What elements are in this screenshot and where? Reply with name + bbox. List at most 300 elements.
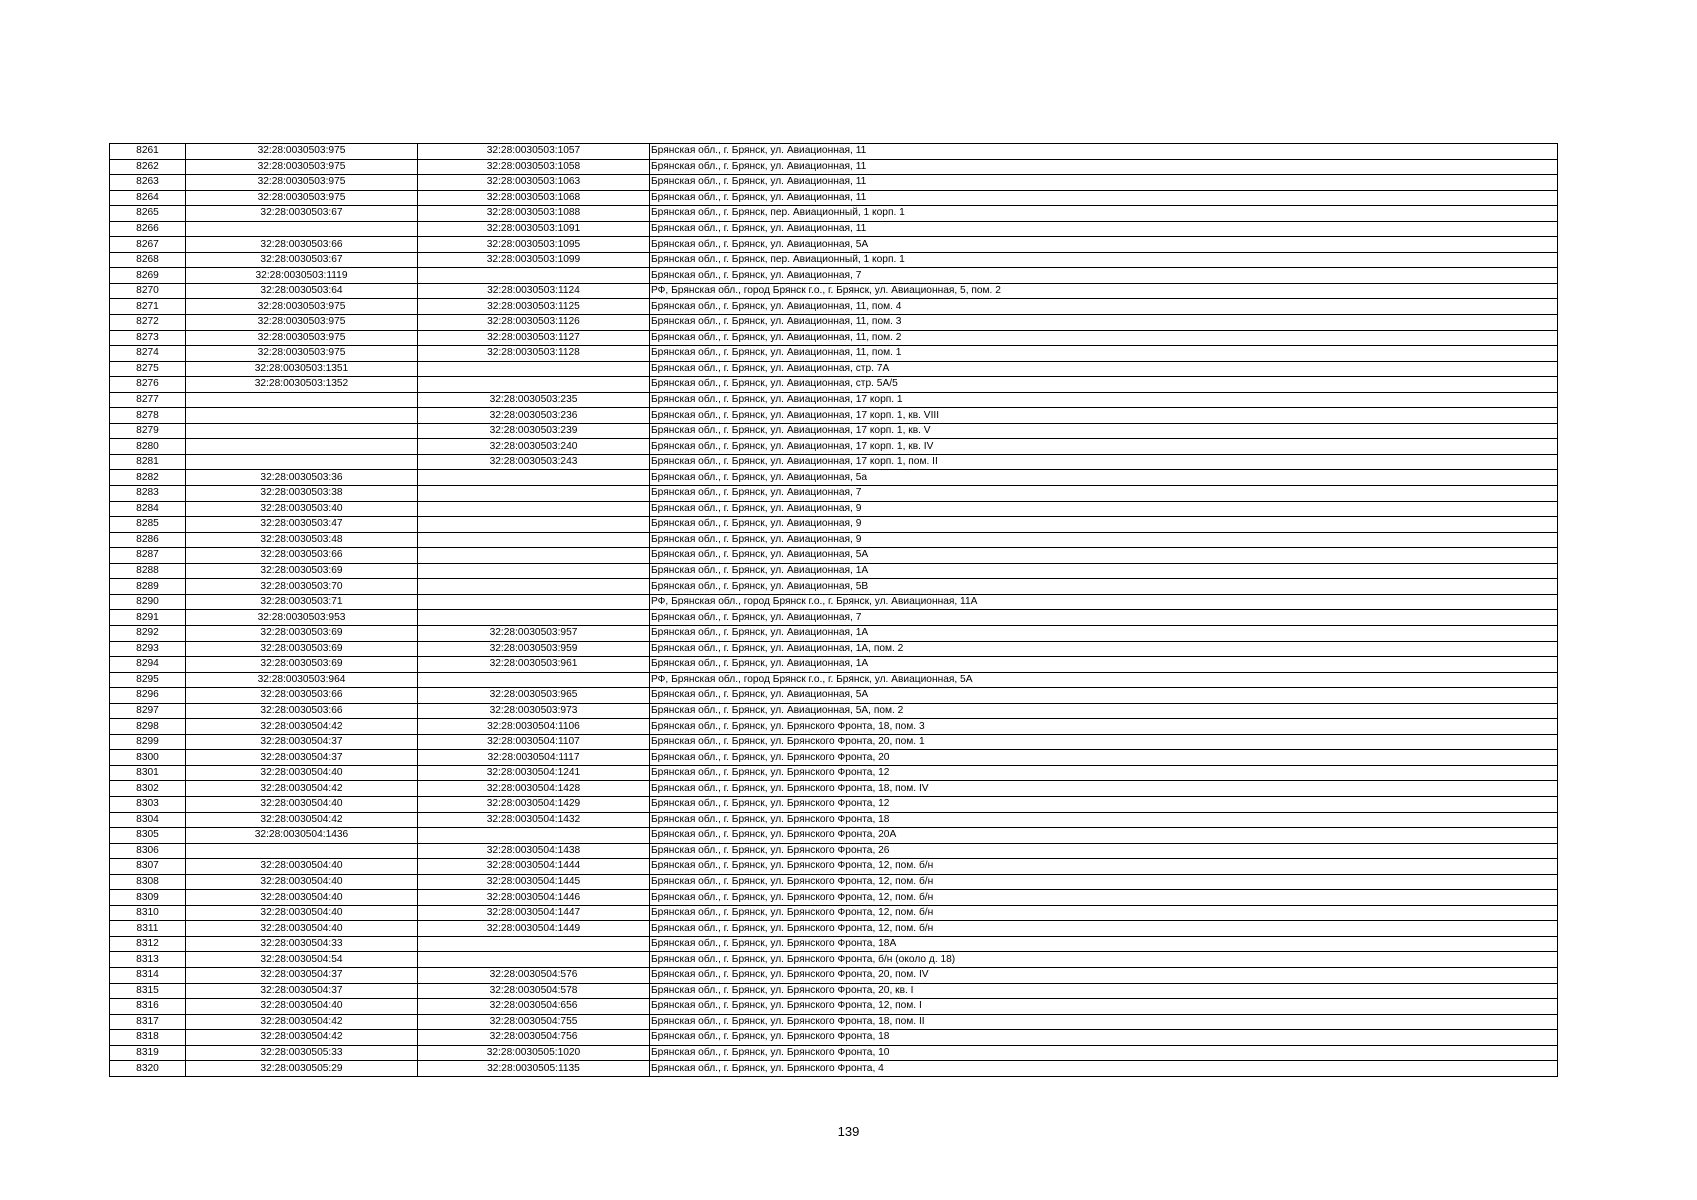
object-number-cell: 32:28:0030503:1091 — [418, 221, 650, 237]
object-number-cell — [418, 828, 650, 844]
table-row — [110, 190, 1558, 206]
table-row — [110, 252, 1558, 268]
parcel-number-cell: 32:28:0030503:67 — [186, 252, 418, 268]
address-cell: Брянская обл., г. Брянск, ул. Авиационная, стр. 7А — [650, 361, 1558, 377]
address-cell: Брянская обл., г. Брянск, ул. Авиационная, 7 — [650, 610, 1558, 626]
row-number-cell: 8283 — [110, 486, 186, 502]
parcel-number-cell: 32:28:0030503:1351 — [186, 361, 418, 377]
object-number-cell: 32:28:0030504:1241 — [418, 765, 650, 781]
table-row — [110, 579, 1558, 595]
table-row — [110, 936, 1558, 952]
row-number-cell: 8294 — [110, 657, 186, 673]
parcel-number-cell: 32:28:0030503:69 — [186, 641, 418, 657]
address-cell: РФ, Брянская обл., город Брянск г.о., г. Брянск, ул. Авиационная, 5А — [650, 672, 1558, 688]
object-number-cell: 32:28:0030504:1446 — [418, 890, 650, 906]
object-number-cell: 32:28:0030504:1107 — [418, 734, 650, 750]
row-number-cell: 8295 — [110, 672, 186, 688]
address-cell: Брянская обл., г. Брянск, ул. Брянского Фронта, 18 — [650, 812, 1558, 828]
row-number-cell: 8265 — [110, 206, 186, 222]
object-number-cell: 32:28:0030503:961 — [418, 657, 650, 673]
table-row — [110, 1014, 1558, 1030]
row-number-cell: 8274 — [110, 346, 186, 362]
table-row — [110, 439, 1558, 455]
parcel-number-cell: 32:28:0030503:36 — [186, 470, 418, 486]
object-number-cell: 32:28:0030504:1438 — [418, 843, 650, 859]
object-number-cell: 32:28:0030503:1063 — [418, 175, 650, 191]
address-cell: Брянская обл., г. Брянск, ул. Брянского Фронта, 18, пом. II — [650, 1014, 1558, 1030]
row-number-cell: 8319 — [110, 1045, 186, 1061]
parcel-number-cell: 32:28:0030504:37 — [186, 983, 418, 999]
parcel-number-cell: 32:28:0030503:975 — [186, 144, 418, 160]
row-number-cell: 8305 — [110, 828, 186, 844]
parcel-number-cell: 32:28:0030504:40 — [186, 905, 418, 921]
row-number-cell: 8290 — [110, 594, 186, 610]
address-cell: Брянская обл., г. Брянск, ул. Авиационная, 11, пом. 1 — [650, 346, 1558, 362]
table-body — [110, 144, 1558, 1077]
table-row — [110, 221, 1558, 237]
object-number-cell — [418, 517, 650, 533]
object-number-cell: 32:28:0030504:1429 — [418, 796, 650, 812]
parcel-number-cell: 32:28:0030504:42 — [186, 1014, 418, 1030]
address-cell: Брянская обл., г. Брянск, ул. Брянского Фронта, 12, пом. б/н — [650, 890, 1558, 906]
parcel-number-cell: 32:28:0030503:66 — [186, 237, 418, 253]
table-row — [110, 454, 1558, 470]
object-number-cell: 32:28:0030504:1447 — [418, 905, 650, 921]
address-cell: Брянская обл., г. Брянск, ул. Авиационная, 5В — [650, 579, 1558, 595]
address-cell: Брянская обл., г. Брянск, ул. Авиационная, 11 — [650, 144, 1558, 160]
row-number-cell: 8266 — [110, 221, 186, 237]
address-cell: Брянская обл., г. Брянск, ул. Авиационная, 11 — [650, 175, 1558, 191]
table-row — [110, 812, 1558, 828]
address-cell: Брянская обл., г. Брянск, ул. Авиационная, 7 — [650, 268, 1558, 284]
table-row — [110, 392, 1558, 408]
object-number-cell: 32:28:0030505:1020 — [418, 1045, 650, 1061]
object-number-cell — [418, 501, 650, 517]
row-number-cell: 8291 — [110, 610, 186, 626]
table-row — [110, 905, 1558, 921]
row-number-cell: 8304 — [110, 812, 186, 828]
address-cell: Брянская обл., г. Брянск, ул. Брянского Фронта, 12, пом. б/н — [650, 905, 1558, 921]
row-number-cell: 8306 — [110, 843, 186, 859]
parcel-number-cell: 32:28:0030504:37 — [186, 967, 418, 983]
object-number-cell: 32:28:0030503:1095 — [418, 237, 650, 253]
address-cell: Брянская обл., г. Брянск, ул. Авиационная, 17 корп. 1, кв. IV — [650, 439, 1558, 455]
table-row — [110, 999, 1558, 1015]
row-number-cell: 8302 — [110, 781, 186, 797]
table-row — [110, 1045, 1558, 1061]
object-number-cell — [418, 548, 650, 564]
parcel-number-cell: 32:28:0030503:38 — [186, 486, 418, 502]
parcel-number-cell: 32:28:0030505:33 — [186, 1045, 418, 1061]
table-row — [110, 237, 1558, 253]
table-row — [110, 657, 1558, 673]
table-row — [110, 175, 1558, 191]
object-number-cell — [418, 377, 650, 393]
parcel-number-cell: 32:28:0030504:42 — [186, 812, 418, 828]
address-cell: Брянская обл., г. Брянск, ул. Авиационная, 11, пом. 3 — [650, 315, 1558, 331]
row-number-cell: 8267 — [110, 237, 186, 253]
parcel-number-cell: 32:28:0030503:71 — [186, 594, 418, 610]
table-row — [110, 843, 1558, 859]
row-number-cell: 8264 — [110, 190, 186, 206]
address-cell: РФ, Брянская обл., город Брянск г.о., г. Брянск, ул. Авиационная, 11А — [650, 594, 1558, 610]
row-number-cell: 8299 — [110, 734, 186, 750]
row-number-cell: 8281 — [110, 454, 186, 470]
address-cell: Брянская обл., г. Брянск, ул. Брянского Фронта, 12 — [650, 796, 1558, 812]
object-number-cell — [418, 672, 650, 688]
address-cell: Брянская обл., г. Брянск, ул. Брянского Фронта, 20, пом. 1 — [650, 734, 1558, 750]
table-row — [110, 625, 1558, 641]
address-cell: Брянская обл., г. Брянск, пер. Авиационный, 1 корп. 1 — [650, 206, 1558, 222]
object-number-cell — [418, 563, 650, 579]
address-cell: Брянская обл., г. Брянск, ул. Брянского Фронта, 26 — [650, 843, 1558, 859]
object-number-cell: 32:28:0030504:576 — [418, 967, 650, 983]
address-cell: Брянская обл., г. Брянск, ул. Авиационная, 9 — [650, 501, 1558, 517]
row-number-cell: 8262 — [110, 159, 186, 175]
row-number-cell: 8292 — [110, 625, 186, 641]
address-cell: Брянская обл., г. Брянск, ул. Авиационная, 11 — [650, 190, 1558, 206]
row-number-cell: 8285 — [110, 517, 186, 533]
parcel-number-cell: 32:28:0030503:975 — [186, 299, 418, 315]
address-cell: Брянская обл., г. Брянск, ул. Авиационная, 17 корп. 1 — [650, 392, 1558, 408]
parcel-number-cell: 32:28:0030503:953 — [186, 610, 418, 626]
parcel-number-cell: 32:28:0030504:37 — [186, 750, 418, 766]
parcel-number-cell: 32:28:0030503:975 — [186, 346, 418, 362]
address-cell: Брянская обл., г. Брянск, пер. Авиационный, 1 корп. 1 — [650, 252, 1558, 268]
address-cell: Брянская обл., г. Брянск, ул. Брянского Фронта, 18, пом. 3 — [650, 719, 1558, 735]
address-cell: Брянская обл., г. Брянск, ул. Авиационная, 5а — [650, 470, 1558, 486]
row-number-cell: 8284 — [110, 501, 186, 517]
object-number-cell: 32:28:0030503:1126 — [418, 315, 650, 331]
row-number-cell: 8280 — [110, 439, 186, 455]
address-cell: Брянская обл., г. Брянск, ул. Авиационная, 5А — [650, 237, 1558, 253]
address-cell: Брянская обл., г. Брянск, ул. Авиационная, 1А — [650, 625, 1558, 641]
parcel-number-cell — [186, 843, 418, 859]
address-cell: Брянская обл., г. Брянск, ул. Брянского Фронта, 20, кв. I — [650, 983, 1558, 999]
table-row — [110, 983, 1558, 999]
address-cell: Брянская обл., г. Брянск, ул. Авиационная, 9 — [650, 517, 1558, 533]
address-cell: Брянская обл., г. Брянск, ул. Брянского Фронта, б/н (около д. 18) — [650, 952, 1558, 968]
parcel-number-cell: 32:28:0030503:69 — [186, 625, 418, 641]
parcel-number-cell — [186, 392, 418, 408]
address-cell: Брянская обл., г. Брянск, ул. Брянского Фронта, 12, пом. б/н — [650, 859, 1558, 875]
address-cell: Брянская обл., г. Брянск, ул. Брянского Фронта, 4 — [650, 1061, 1558, 1077]
table-row — [110, 268, 1558, 284]
row-number-cell: 8270 — [110, 283, 186, 299]
parcel-number-cell: 32:28:0030503:40 — [186, 501, 418, 517]
object-number-cell: 32:28:0030504:1117 — [418, 750, 650, 766]
parcel-number-cell: 32:28:0030503:975 — [186, 190, 418, 206]
row-number-cell: 8282 — [110, 470, 186, 486]
table-row — [110, 517, 1558, 533]
table-row — [110, 315, 1558, 331]
parcel-number-cell: 32:28:0030503:66 — [186, 548, 418, 564]
object-number-cell — [418, 952, 650, 968]
parcel-number-cell: 32:28:0030504:1436 — [186, 828, 418, 844]
object-number-cell: 32:28:0030504:1449 — [418, 921, 650, 937]
table-row — [110, 330, 1558, 346]
row-number-cell: 8276 — [110, 377, 186, 393]
object-number-cell: 32:28:0030504:1432 — [418, 812, 650, 828]
row-number-cell: 8313 — [110, 952, 186, 968]
table-row — [110, 563, 1558, 579]
table-row — [110, 641, 1558, 657]
table-row — [110, 594, 1558, 610]
table-row — [110, 532, 1558, 548]
object-number-cell: 32:28:0030503:965 — [418, 688, 650, 704]
parcel-number-cell: 32:28:0030503:47 — [186, 517, 418, 533]
row-number-cell: 8272 — [110, 315, 186, 331]
table-row — [110, 1061, 1558, 1077]
table-row — [110, 1030, 1558, 1046]
parcel-number-cell: 32:28:0030504:42 — [186, 781, 418, 797]
parcel-number-cell: 32:28:0030504:40 — [186, 890, 418, 906]
table-row — [110, 486, 1558, 502]
parcel-number-cell: 32:28:0030504:42 — [186, 1030, 418, 1046]
table-row — [110, 719, 1558, 735]
address-cell: Брянская обл., г. Брянск, ул. Авиационная, 7 — [650, 486, 1558, 502]
table-row — [110, 952, 1558, 968]
table-row — [110, 361, 1558, 377]
object-number-cell: 32:28:0030503:1099 — [418, 252, 650, 268]
object-number-cell: 32:28:0030503:957 — [418, 625, 650, 641]
row-number-cell: 8296 — [110, 688, 186, 704]
table-row — [110, 377, 1558, 393]
row-number-cell: 8307 — [110, 859, 186, 875]
object-number-cell — [418, 486, 650, 502]
table-row — [110, 734, 1558, 750]
parcel-number-cell: 32:28:0030503:975 — [186, 159, 418, 175]
object-number-cell: 32:28:0030503:1127 — [418, 330, 650, 346]
parcel-number-cell — [186, 221, 418, 237]
parcel-number-cell: 32:28:0030503:69 — [186, 657, 418, 673]
row-number-cell: 8286 — [110, 532, 186, 548]
object-number-cell — [418, 594, 650, 610]
row-number-cell: 8275 — [110, 361, 186, 377]
address-cell: РФ, Брянская обл., город Брянск г.о., г. Брянск, ул. Авиационная, 5, пом. 2 — [650, 283, 1558, 299]
address-cell: Брянская обл., г. Брянск, ул. Брянского Фронта, 12, пом. I — [650, 999, 1558, 1015]
address-cell: Брянская обл., г. Брянск, ул. Брянского Фронта, 12 — [650, 765, 1558, 781]
parcel-number-cell: 32:28:0030503:64 — [186, 283, 418, 299]
parcel-number-cell — [186, 423, 418, 439]
row-number-cell: 8309 — [110, 890, 186, 906]
object-number-cell: 32:28:0030503:1088 — [418, 206, 650, 222]
object-number-cell: 32:28:0030503:1124 — [418, 283, 650, 299]
object-number-cell — [418, 936, 650, 952]
table-row — [110, 703, 1558, 719]
address-cell: Брянская обл., г. Брянск, ул. Авиационная, 17 корп. 1, пом. II — [650, 454, 1558, 470]
row-number-cell: 8316 — [110, 999, 186, 1015]
parcel-number-cell: 32:28:0030504:37 — [186, 734, 418, 750]
object-number-cell: 32:28:0030504:578 — [418, 983, 650, 999]
table-row — [110, 796, 1558, 812]
row-number-cell: 8273 — [110, 330, 186, 346]
address-cell: Брянская обл., г. Брянск, ул. Брянского Фронта, 10 — [650, 1045, 1558, 1061]
parcel-number-cell: 32:28:0030504:42 — [186, 719, 418, 735]
object-number-cell: 32:28:0030504:1428 — [418, 781, 650, 797]
table-row — [110, 890, 1558, 906]
table-row — [110, 159, 1558, 175]
parcel-number-cell: 32:28:0030503:975 — [186, 330, 418, 346]
parcel-number-cell: 32:28:0030504:40 — [186, 874, 418, 890]
address-cell: Брянская обл., г. Брянск, ул. Авиационная, стр. 5А/5 — [650, 377, 1558, 393]
table-row — [110, 299, 1558, 315]
parcel-number-cell: 32:28:0030503:1352 — [186, 377, 418, 393]
table-row — [110, 144, 1558, 160]
address-cell: Брянская обл., г. Брянск, ул. Брянского Фронта, 20А — [650, 828, 1558, 844]
row-number-cell: 8263 — [110, 175, 186, 191]
address-cell: Брянская обл., г. Брянск, ул. Авиационная, 17 корп. 1, кв. V — [650, 423, 1558, 439]
table-row — [110, 921, 1558, 937]
address-cell: Брянская обл., г. Брянск, ул. Авиационная, 5А — [650, 548, 1558, 564]
table-row — [110, 501, 1558, 517]
row-number-cell: 8288 — [110, 563, 186, 579]
parcel-number-cell — [186, 439, 418, 455]
parcel-number-cell: 32:28:0030503:975 — [186, 315, 418, 331]
address-cell: Брянская обл., г. Брянск, ул. Авиационная, 5А — [650, 688, 1558, 704]
object-number-cell: 32:28:0030504:1445 — [418, 874, 650, 890]
table-row — [110, 346, 1558, 362]
address-cell: Брянская обл., г. Брянск, ул. Авиационная, 11, пом. 4 — [650, 299, 1558, 315]
table-row — [110, 408, 1558, 424]
address-cell: Брянская обл., г. Брянск, ул. Брянского Фронта, 12, пом. б/н — [650, 921, 1558, 937]
address-cell: Брянская обл., г. Брянск, ул. Авиационная, 11 — [650, 221, 1558, 237]
object-number-cell: 32:28:0030503:243 — [418, 454, 650, 470]
address-cell: Брянская обл., г. Брянск, ул. Авиационная, 17 корп. 1, кв. VIII — [650, 408, 1558, 424]
parcel-number-cell: 32:28:0030503:70 — [186, 579, 418, 595]
row-number-cell: 8320 — [110, 1061, 186, 1077]
table-row — [110, 548, 1558, 564]
row-number-cell: 8298 — [110, 719, 186, 735]
row-number-cell: 8303 — [110, 796, 186, 812]
page-number: 139 — [837, 1124, 860, 1139]
row-number-cell: 8278 — [110, 408, 186, 424]
parcel-number-cell — [186, 408, 418, 424]
object-number-cell: 32:28:0030504:656 — [418, 999, 650, 1015]
object-number-cell: 32:28:0030503:239 — [418, 423, 650, 439]
address-cell: Брянская обл., г. Брянск, ул. Авиационная, 1А — [650, 563, 1558, 579]
address-cell: Брянская обл., г. Брянск, ул. Брянского Фронта, 18, пом. IV — [650, 781, 1558, 797]
table-row — [110, 672, 1558, 688]
parcel-number-cell: 32:28:0030504:40 — [186, 765, 418, 781]
table-row — [110, 610, 1558, 626]
object-number-cell: 32:28:0030503:1128 — [418, 346, 650, 362]
parcel-number-cell: 32:28:0030503:964 — [186, 672, 418, 688]
address-cell: Брянская обл., г. Брянск, ул. Авиационная, 9 — [650, 532, 1558, 548]
parcel-number-cell: 32:28:0030504:40 — [186, 999, 418, 1015]
address-cell: Брянская обл., г. Брянск, ул. Авиационная, 11 — [650, 159, 1558, 175]
table-row — [110, 688, 1558, 704]
parcel-number-cell: 32:28:0030503:1119 — [186, 268, 418, 284]
address-cell: Брянская обл., г. Брянск, ул. Брянского Фронта, 20 — [650, 750, 1558, 766]
object-number-cell: 32:28:0030504:1444 — [418, 859, 650, 875]
table-row — [110, 859, 1558, 875]
row-number-cell: 8279 — [110, 423, 186, 439]
object-number-cell — [418, 579, 650, 595]
parcel-number-cell — [186, 454, 418, 470]
row-number-cell: 8271 — [110, 299, 186, 315]
table-row — [110, 206, 1558, 222]
address-cell: Брянская обл., г. Брянск, ул. Авиационная, 1А, пом. 2 — [650, 641, 1558, 657]
object-number-cell — [418, 532, 650, 548]
row-number-cell: 8300 — [110, 750, 186, 766]
row-number-cell: 8297 — [110, 703, 186, 719]
object-number-cell: 32:28:0030504:755 — [418, 1014, 650, 1030]
parcel-number-cell: 32:28:0030504:40 — [186, 859, 418, 875]
table-row — [110, 423, 1558, 439]
object-number-cell: 32:28:0030503:1057 — [418, 144, 650, 160]
address-cell: Брянская обл., г. Брянск, ул. Брянского Фронта, 18 — [650, 1030, 1558, 1046]
table-row — [110, 750, 1558, 766]
row-number-cell: 8293 — [110, 641, 186, 657]
object-number-cell: 32:28:0030503:973 — [418, 703, 650, 719]
row-number-cell: 8287 — [110, 548, 186, 564]
row-number-cell: 8314 — [110, 967, 186, 983]
object-number-cell: 32:28:0030503:959 — [418, 641, 650, 657]
object-number-cell: 32:28:0030505:1135 — [418, 1061, 650, 1077]
parcel-number-cell: 32:28:0030504:40 — [186, 921, 418, 937]
row-number-cell: 8312 — [110, 936, 186, 952]
object-number-cell: 32:28:0030503:1068 — [418, 190, 650, 206]
table-row — [110, 283, 1558, 299]
row-number-cell: 8315 — [110, 983, 186, 999]
parcel-number-cell: 32:28:0030503:69 — [186, 563, 418, 579]
parcel-number-cell: 32:28:0030503:67 — [186, 206, 418, 222]
object-number-cell: 32:28:0030504:756 — [418, 1030, 650, 1046]
object-number-cell — [418, 470, 650, 486]
parcel-number-cell: 32:28:0030504:54 — [186, 952, 418, 968]
object-number-cell — [418, 610, 650, 626]
parcel-number-cell: 32:28:0030503:48 — [186, 532, 418, 548]
address-cell: Брянская обл., г. Брянск, ул. Брянского Фронта, 20, пом. IV — [650, 967, 1558, 983]
parcel-number-cell: 32:28:0030503:975 — [186, 175, 418, 191]
row-number-cell: 8261 — [110, 144, 186, 160]
table-row — [110, 470, 1558, 486]
parcel-number-cell: 32:28:0030503:66 — [186, 703, 418, 719]
address-cell: Брянская обл., г. Брянск, ул. Брянского Фронта, 12, пом. б/н — [650, 874, 1558, 890]
row-number-cell: 8268 — [110, 252, 186, 268]
table-row — [110, 874, 1558, 890]
object-number-cell: 32:28:0030503:235 — [418, 392, 650, 408]
row-number-cell: 8301 — [110, 765, 186, 781]
object-number-cell: 32:28:0030503:1058 — [418, 159, 650, 175]
address-cell: Брянская обл., г. Брянск, ул. Авиационная, 1А — [650, 657, 1558, 673]
parcel-number-cell: 32:28:0030505:29 — [186, 1061, 418, 1077]
address-cell: Брянская обл., г. Брянск, ул. Авиационная, 11, пом. 2 — [650, 330, 1558, 346]
parcel-number-cell: 32:28:0030503:66 — [186, 688, 418, 704]
table-row — [110, 828, 1558, 844]
row-number-cell: 8308 — [110, 874, 186, 890]
object-number-cell: 32:28:0030503:240 — [418, 439, 650, 455]
table-row — [110, 765, 1558, 781]
row-number-cell: 8310 — [110, 905, 186, 921]
row-number-cell: 8269 — [110, 268, 186, 284]
address-cell: Брянская обл., г. Брянск, ул. Брянского Фронта, 18А — [650, 936, 1558, 952]
parcel-number-cell: 32:28:0030504:33 — [186, 936, 418, 952]
object-number-cell: 32:28:0030503:1125 — [418, 299, 650, 315]
object-number-cell: 32:28:0030504:1106 — [418, 719, 650, 735]
address-cell: Брянская обл., г. Брянск, ул. Авиационная, 5А, пом. 2 — [650, 703, 1558, 719]
row-number-cell: 8318 — [110, 1030, 186, 1046]
table-row — [110, 781, 1558, 797]
row-number-cell: 8317 — [110, 1014, 186, 1030]
row-number-cell: 8311 — [110, 921, 186, 937]
row-number-cell: 8289 — [110, 579, 186, 595]
row-number-cell: 8277 — [110, 392, 186, 408]
cadastral-table — [109, 143, 1558, 1077]
table-row — [110, 967, 1558, 983]
parcel-number-cell: 32:28:0030504:40 — [186, 796, 418, 812]
